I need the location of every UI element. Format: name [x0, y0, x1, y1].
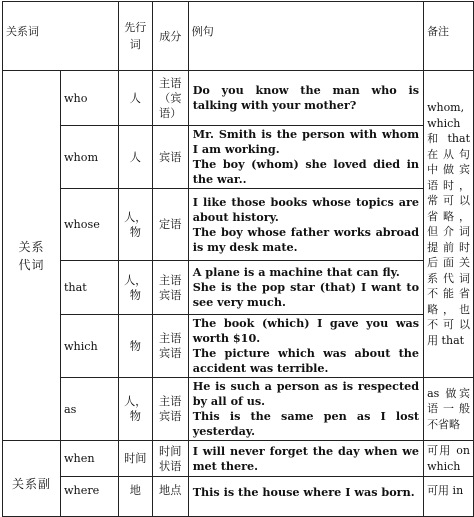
antecedent-cell: 人 [118, 126, 152, 189]
note-cell-pronouns: whom, which 和 that 在从句中做宾语时，常可以省略，但介词提前时后面关系代词不能省略，也不可以用 that [424, 71, 474, 378]
header-antecedent: 先行词 [118, 2, 152, 71]
table-row [3, 477, 474, 517]
note-cell-as: as 做宾语一般不省略 [424, 378, 474, 441]
relative-word-cell: where [60, 477, 118, 517]
header-role: 成分 [152, 2, 188, 71]
table-row [3, 315, 474, 378]
example-cell: This is the house where I was born. [188, 477, 423, 517]
role-cell: 主语宾语 [152, 315, 188, 378]
category-relative-pronoun: 关系代词 [3, 71, 61, 441]
example-cell: The book (which) I gave you was worth $10. The picture which was about the accident was terrible. [188, 315, 423, 378]
role-cell: 定语 [152, 189, 188, 261]
antecedent-cell: 人，物 [118, 261, 152, 315]
example-cell: A plane is a machine that can fly. She is the pop star (that) I want to see very much. [188, 261, 423, 315]
relative-word-cell: as [60, 378, 118, 441]
relative-word-cell: that [60, 261, 118, 315]
antecedent-cell: 人，物 [118, 378, 152, 441]
antecedent-cell: 地 [118, 477, 152, 517]
table-row [3, 189, 474, 261]
antecedent-cell: 人 [118, 71, 152, 126]
table-row [3, 441, 474, 477]
note-cell-where: 可用 in [424, 477, 474, 517]
role-cell: 主语（宾语） [152, 71, 188, 126]
header-example: 例句 [188, 2, 423, 71]
example-cell: I like those books whose topics are about history. The boy whose father works abroad is my desk mate. [188, 189, 423, 261]
example-cell: I will never forget the day when we met there. [188, 441, 423, 477]
relative-word-cell: when [60, 441, 118, 477]
header-relative-word: 关系词 [3, 2, 119, 71]
header-note: 备注 [424, 2, 474, 71]
example-cell: He is such a person as is respected by all of us. This is the same pen as I lost yesterday. [188, 378, 423, 441]
role-cell: 时间状语 [152, 441, 188, 477]
role-cell: 地点 [152, 477, 188, 517]
relative-word-cell: whom [60, 126, 118, 189]
role-cell: 主语宾语 [152, 261, 188, 315]
table-row [3, 126, 474, 189]
antecedent-cell: 时间 [118, 441, 152, 477]
relative-words-table [2, 1, 474, 517]
antecedent-cell: 人，物 [118, 189, 152, 261]
relative-word-cell: which [60, 315, 118, 378]
role-cell: 主语宾语 [152, 378, 188, 441]
relative-word-cell: whose [60, 189, 118, 261]
relative-word-cell: who [60, 71, 118, 126]
example-cell: Do you know the man who is talking with your mother? [188, 71, 423, 126]
header-row [3, 2, 474, 71]
role-cell: 宾语 [152, 126, 188, 189]
table-row [3, 71, 474, 126]
example-cell: Mr. Smith is the person with whom I am working. The boy (whom) she loved died in the war.. [188, 126, 423, 189]
table-row [3, 378, 474, 441]
category-relative-adverb: 关系副 [3, 441, 61, 517]
note-cell-when: 可用 on which [424, 441, 474, 477]
antecedent-cell: 物 [118, 315, 152, 378]
table-row [3, 261, 474, 315]
